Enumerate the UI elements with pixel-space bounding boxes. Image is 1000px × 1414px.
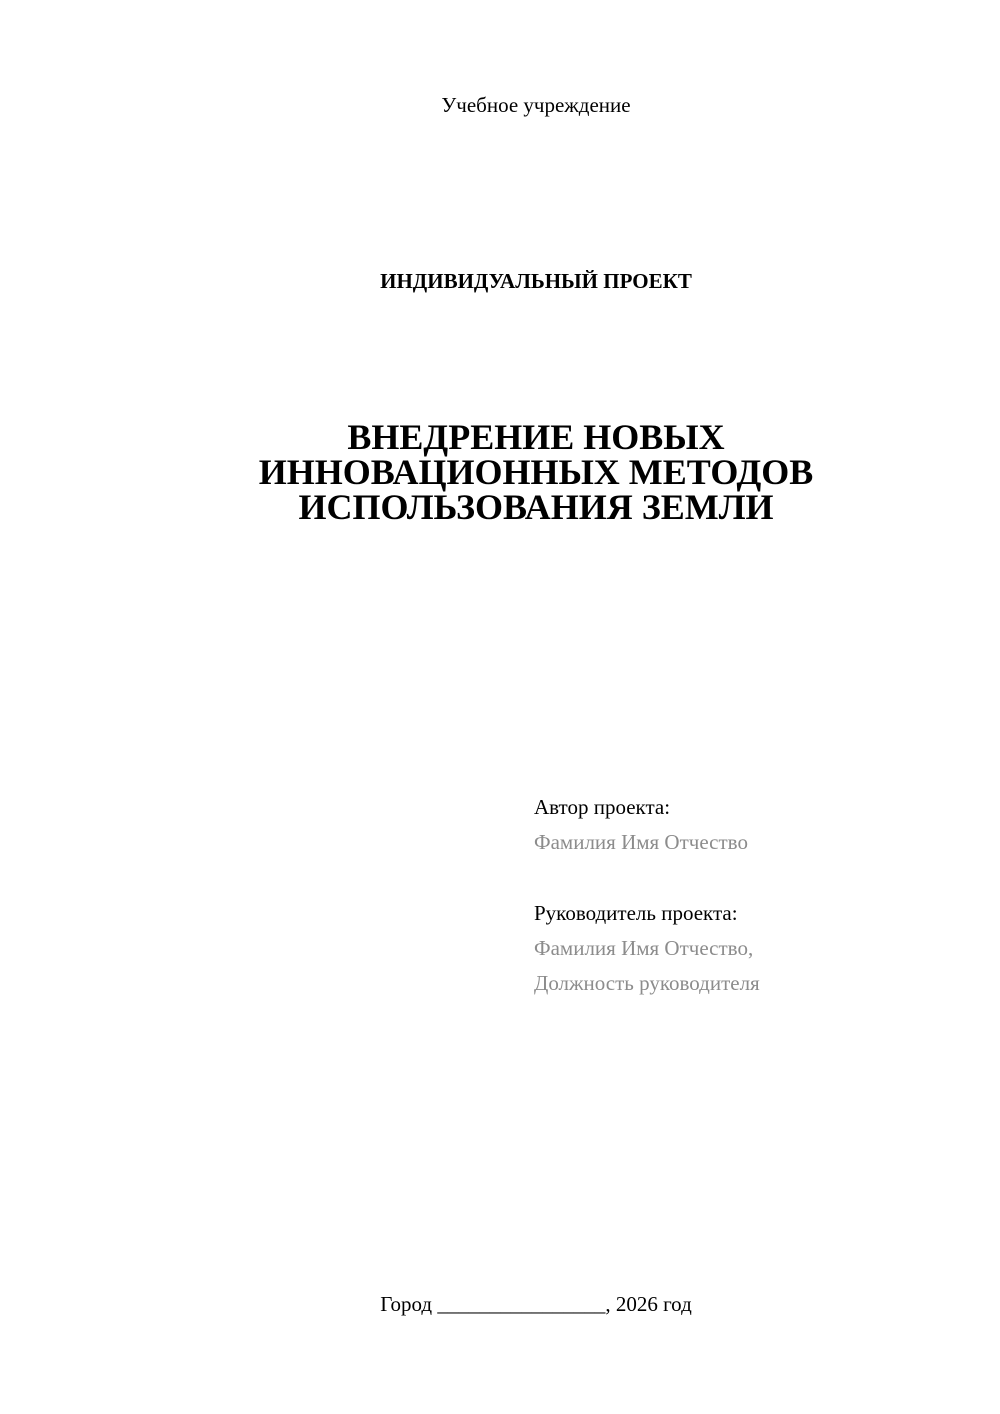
- author-label: Автор проекта:: [534, 795, 671, 819]
- project-type-heading: ИНДИВИДУАЛЬНЫЙ ПРОЕКТ: [380, 269, 692, 293]
- project-title-line: ИННОВАЦИОННЫХ МЕТОДОВ: [258, 452, 814, 492]
- project-title: [0, 417, 1000, 527]
- project-title-line: ИСПОЛЬЗОВАНИЯ ЗЕМЛИ: [298, 487, 774, 527]
- author-name: Фамилия Имя Отчество: [534, 830, 748, 854]
- supervisor-name: Фамилия Имя Отчество,: [534, 936, 754, 960]
- city-year-footer: Город ________________, 2026 год: [380, 1292, 692, 1316]
- project-title-line: ВНЕДРЕНИЕ НОВЫХ: [347, 417, 725, 457]
- supervisor-label: Руководитель проекта:: [534, 901, 738, 925]
- supervisor-position: Должность руководителя: [534, 971, 760, 995]
- spacer: [534, 860, 954, 896]
- project-info-block: [534, 790, 954, 1001]
- institution-name: Учебное учреждение: [441, 93, 631, 117]
